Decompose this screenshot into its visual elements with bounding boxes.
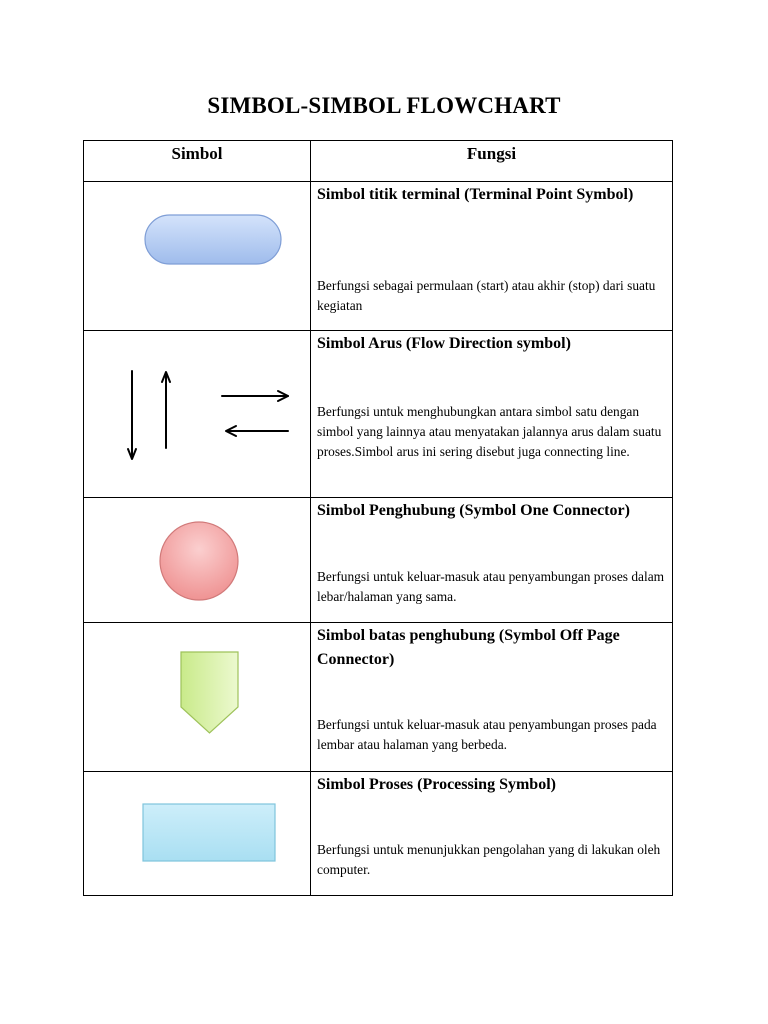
flowchart-symbol-table [83,140,673,896]
row-description: Berfungsi untuk menghubungkan antara simbol satu dengan simbol yang lainnya atau menyatakan jalannya arus dalam suatu proses.Simbol arus ini sering disebut juga connecting line. [317,404,662,459]
function-cell [311,623,673,772]
header-symbol-label: Simbol [171,144,223,163]
symbol-cell [84,331,311,498]
function-cell [311,182,673,331]
row-description: Berfungsi sebagai permulaan (start) atau akhir (stop) dari suatu kegiatan [317,278,656,313]
function-cell [311,498,673,623]
symbol-cell [84,623,311,772]
connector-circle-icon [84,498,311,622]
process-rectangle-icon [84,772,311,895]
table-row [84,772,673,896]
flow-direction-arrows-icon [84,331,311,497]
header-symbol [84,141,311,182]
row-title: Simbol batas penghubung (Symbol Off Page Connector) [317,627,620,668]
table-row [84,331,673,498]
table-row [84,498,673,623]
symbol-cell [84,182,311,331]
row-description: Berfungsi untuk keluar-masuk atau penyambungan proses pada lembar atau halaman yang berbeda. [317,717,657,752]
terminal-symbol-icon [84,182,311,330]
symbol-cell [84,498,311,623]
off-page-connector-icon [84,623,311,771]
symbol-cell [84,772,311,896]
table-row [84,182,673,331]
header-function-label: Fungsi [466,144,517,163]
row-description: Berfungsi untuk keluar-masuk atau penyambungan proses dalam lebar/halaman yang sama. [317,569,665,604]
row-title: Simbol titik terminal (Terminal Point Symbol) [317,186,634,203]
table-header-row [84,141,673,182]
row-title: Simbol Arus (Flow Direction symbol) [317,335,571,352]
header-function [311,141,673,182]
function-cell [311,772,673,896]
row-title: Simbol Proses (Processing Symbol) [317,776,556,793]
function-cell [311,331,673,498]
row-title: Simbol Penghubung (Symbol One Connector) [317,502,630,519]
page-title: SIMBOL-SIMBOL FLOWCHART [207,93,561,118]
row-description: Berfungsi untuk menunjukkan pengolahan yang di lakukan oleh computer. [317,842,661,877]
table-row [84,623,673,772]
